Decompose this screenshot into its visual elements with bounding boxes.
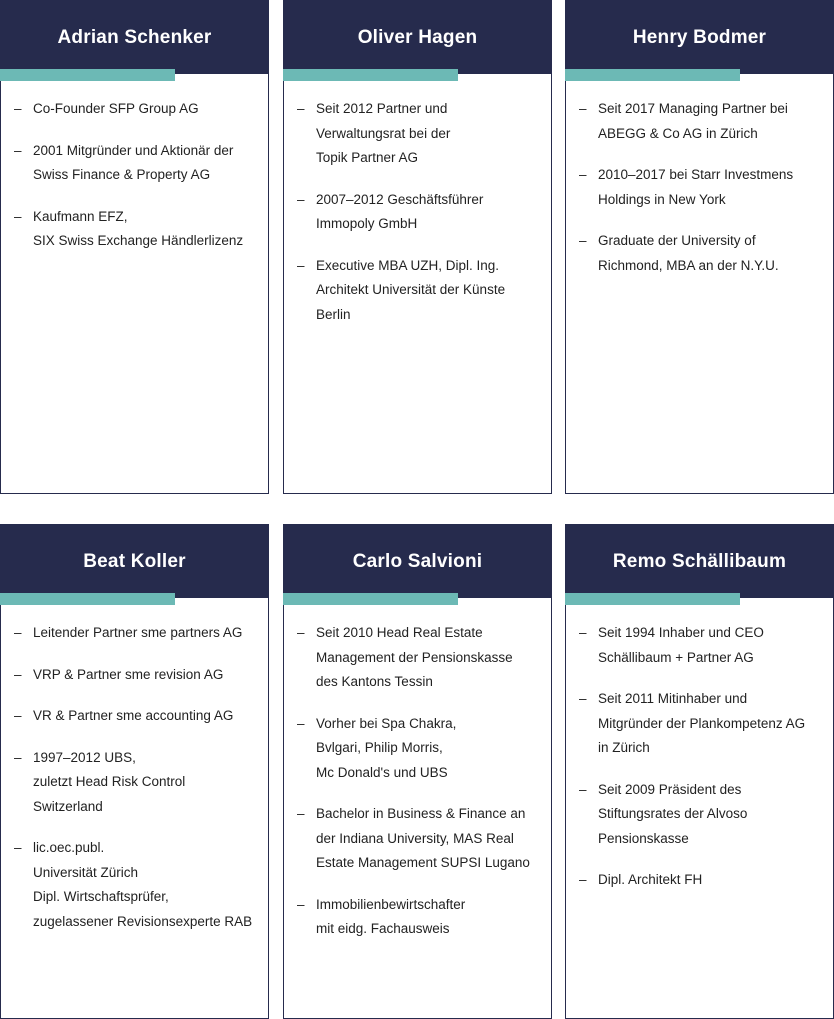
bio-list: [284, 621, 551, 959]
bullet-dash: –: [14, 208, 22, 224]
profile-card: [283, 524, 552, 1019]
bio-item: [1, 621, 268, 646]
bio-item: [284, 254, 551, 328]
bio-item-text: Seit 2011 Mitinhaber und Mitgründer der Plankompetenz AG in Zürich: [598, 691, 806, 755]
bio-list: [1, 621, 268, 951]
bio-item-text: Dipl. Architekt FH: [598, 872, 703, 887]
bullet-dash: –: [14, 142, 22, 158]
bullet-dash: –: [579, 872, 587, 887]
person-name: Henry Bodmer: [632, 26, 767, 48]
person-name: Carlo Salvioni: [352, 550, 483, 572]
bullet-dash: –: [14, 840, 22, 855]
bio-item: [566, 868, 833, 893]
bio-item: [566, 229, 833, 278]
bullet-dash: –: [297, 101, 305, 116]
profile-card: [565, 0, 834, 494]
bio-item: [1, 663, 268, 688]
bio-item: [1, 704, 268, 729]
bio-item: [1, 205, 268, 254]
bullet-dash: –: [297, 896, 305, 912]
bio-item-text: Co-Founder SFP Group AG: [33, 101, 199, 116]
bullet-dash: –: [14, 666, 22, 682]
bullet-dash: –: [14, 749, 22, 765]
bullet-dash: –: [297, 715, 305, 731]
bullet-dash: –: [579, 101, 587, 116]
person-name: Beat Koller: [83, 550, 186, 572]
bio-item-text: Graduate der University of Richmond, MBA an der N.Y.U.: [598, 233, 779, 273]
profile-card: [0, 0, 269, 494]
bio-item: [1, 139, 268, 188]
card-header: [566, 1, 833, 74]
card-header: [284, 525, 551, 598]
bio-list: [566, 97, 833, 295]
accent-bar: [283, 69, 458, 81]
bio-item: [566, 621, 833, 670]
bio-item-text: Kaufmann EFZ, SIX Swiss Exchange Händlerlizenz: [33, 208, 244, 248]
bio-item: [284, 893, 551, 942]
bio-item: [566, 163, 833, 212]
bio-list: [1, 97, 268, 271]
bio-item-text: 2010–2017 bei Starr Investmens Holdings in New York: [598, 167, 794, 207]
bio-item-text: Bachelor in Business & Finance an der Indiana University, MAS Real Estate Management SUPSI Lugano: [316, 806, 530, 870]
bio-item-text: Leitender Partner sme partners AG: [33, 625, 243, 640]
bio-item: [566, 97, 833, 146]
bullet-dash: –: [297, 257, 305, 273]
bio-item-text: Seit 2009 Präsident des Stiftungsrates der Alvoso Pensionskasse: [598, 781, 748, 846]
bio-item-text: Vorher bei Spa Chakra, Bvlgari, Philip Morris, Mc Donald's und UBS: [316, 715, 457, 780]
bio-item: [284, 802, 551, 876]
bio-item-text: VR & Partner sme accounting AG: [33, 708, 234, 723]
card-header: [1, 1, 268, 74]
accent-bar: [565, 69, 740, 81]
bio-item-text: lic.oec.publ. Universität Zürich Dipl. Wirtschaftsprüfer, zugelassener Revisionsexperte RAB: [33, 840, 253, 929]
profile-card: [565, 524, 834, 1019]
bio-item-text: Seit 2012 Partner und Verwaltungsrat bei der Topik Partner AG: [316, 101, 451, 165]
bio-item-text: VRP & Partner sme revision AG: [33, 666, 224, 682]
bio-item: [284, 188, 551, 237]
bullet-dash: –: [579, 781, 587, 797]
bio-item-text: 2001 Mitgründer und Aktionär der Swiss Finance & Property AG: [33, 142, 234, 182]
bio-list: [566, 621, 833, 910]
bio-item: [284, 712, 551, 786]
bio-item-text: 1997–2012 UBS, zuletzt Head Risk Control Switzerland: [33, 749, 186, 814]
bio-item: [566, 687, 833, 761]
bio-item-text: Executive MBA UZH, Dipl. Ing. Architekt Universität der Künste Berlin: [316, 257, 506, 322]
accent-bar: [0, 69, 175, 81]
card-header: [1, 525, 268, 598]
accent-bar: [0, 593, 175, 605]
bullet-dash: –: [297, 191, 305, 207]
person-name: Oliver Hagen: [357, 26, 478, 48]
bullet-dash: –: [579, 625, 587, 640]
bullet-dash: –: [297, 625, 305, 640]
bio-item: [1, 836, 268, 934]
profile-card: [0, 524, 269, 1019]
bio-item-text: 2007–2012 Geschäftsführer Immopoly GmbH: [316, 191, 484, 231]
bio-list: [284, 97, 551, 344]
person-name: Remo Schällibaum: [612, 550, 787, 572]
bullet-dash: –: [579, 233, 587, 248]
bio-item: [284, 97, 551, 171]
bullet-dash: –: [14, 708, 22, 723]
accent-bar: [565, 593, 740, 605]
bio-item-text: Immobilienbewirtschafter mit eidg. Fachausweis: [316, 896, 466, 936]
card-header: [284, 1, 551, 74]
accent-bar: [283, 593, 458, 605]
bio-item: [1, 746, 268, 820]
person-name: Adrian Schenker: [57, 26, 212, 48]
bio-item: [1, 97, 268, 122]
bullet-dash: –: [14, 625, 22, 640]
bullet-dash: –: [579, 691, 587, 706]
bio-item: [284, 621, 551, 695]
bio-item-text: Seit 2010 Head Real Estate Management der Pensionskasse des Kantons Tessin: [316, 625, 513, 689]
profile-card: [283, 0, 552, 494]
bullet-dash: –: [297, 806, 305, 821]
bullet-dash: –: [14, 101, 22, 116]
bio-item: [566, 778, 833, 852]
card-header: [566, 525, 833, 598]
bio-item-text: Seit 2017 Managing Partner bei ABEGG & Co AG in Zürich: [598, 101, 788, 141]
bio-item-text: Seit 1994 Inhaber und CEO Schällibaum + Partner AG: [598, 625, 764, 665]
bullet-dash: –: [579, 167, 587, 182]
